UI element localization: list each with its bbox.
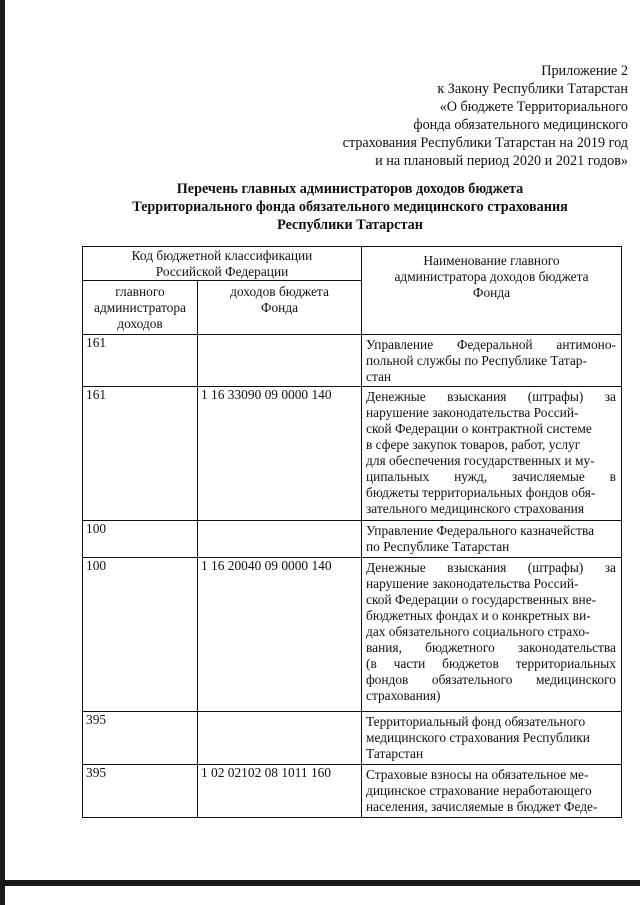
row-text-line: населения, зачисляемые в бюджет Феде- xyxy=(366,799,598,814)
row-admin-code: 395 xyxy=(82,764,198,818)
row-admin-code: 161 xyxy=(82,334,198,387)
row-text-line: Страховые взносы на обязательное ме- xyxy=(366,767,589,782)
row-text-line: Татарстан xyxy=(366,746,424,761)
row-income-code xyxy=(197,334,362,387)
row-text-line: нарушение законодательства Россий- xyxy=(366,405,579,420)
row-income-code: 1 02 02102 08 1011 160 xyxy=(197,764,362,818)
row-text-line: для обеспечения государственных и му- xyxy=(366,453,595,468)
row-text-line: бюджеты территориальных фондов обя- xyxy=(366,485,596,500)
row-text-line: в сфере закупок товаров, работ, услуг xyxy=(366,437,581,452)
appendix-caption xyxy=(343,62,628,170)
row-text-line: Денежные взыскания (штрафы) за xyxy=(366,560,616,575)
row-income-code xyxy=(197,520,362,558)
header-admin-line: главного xyxy=(115,284,165,299)
row-income-code: 1 16 20040 09 0000 140 xyxy=(197,557,362,712)
header-group-line: Российской Федерации xyxy=(155,264,289,279)
appendix-line: и на плановый период 2020 и 2021 годов» xyxy=(375,153,628,169)
row-text-line: польной службы по Республике Татар- xyxy=(366,353,587,368)
row-text-line: ской Федерации о государственных вне- xyxy=(366,592,597,607)
row-administrator-name xyxy=(361,520,622,558)
header-administrator-name xyxy=(361,246,622,335)
header-income-line: Фонда xyxy=(260,300,299,315)
row-administrator-name xyxy=(361,334,622,387)
header-admin-line: доходов xyxy=(117,316,163,331)
row-text-line: медицинского страхования Республики xyxy=(366,730,590,745)
row-administrator-name xyxy=(361,557,622,712)
header-name-line: Фонда xyxy=(472,285,511,300)
row-income-code: 1 16 33090 09 0000 140 xyxy=(197,386,362,521)
header-group-line: Код бюджетной классификации xyxy=(131,248,313,263)
scan-left-edge xyxy=(0,0,5,905)
header-name-line: Наименование главного xyxy=(423,253,560,268)
row-administrator-name xyxy=(361,764,622,818)
header-income-code xyxy=(197,280,362,335)
row-income-code xyxy=(197,711,362,765)
row-text-line: дицинское страхование неработающего xyxy=(366,783,592,798)
scan-bottom-edge xyxy=(0,880,640,886)
row-text-line: (в части бюджетов территориальных xyxy=(366,656,616,671)
row-text-line: дах обязательного социального страхо- xyxy=(366,624,590,639)
row-administrator-name xyxy=(361,386,622,521)
row-text-line: зательного медицинского страхования xyxy=(366,501,584,516)
row-text-line: фондов обязательного медицинского xyxy=(366,672,616,687)
title-line: Территориального фонда обязательного медицинского страхования xyxy=(132,199,568,215)
header-admin-line: администратора xyxy=(94,300,186,315)
title-line: Республики Татарстан xyxy=(277,217,423,233)
header-name-line: администратора доходов бюджета xyxy=(394,269,589,284)
row-admin-code: 161 xyxy=(82,386,198,521)
row-text-line: бюджетных фондах и о конкретных ви- xyxy=(366,608,591,623)
row-admin-code: 100 xyxy=(82,557,198,712)
appendix-line: фонда обязательного медицинского xyxy=(413,117,628,133)
appendix-line: «О бюджете Территориального xyxy=(439,99,628,115)
row-text-line: ской Федерации о контрактной системе xyxy=(366,421,592,436)
row-text-line: по Республике Татарстан xyxy=(366,539,510,554)
header-income-line: доходов бюджета xyxy=(230,284,329,299)
appendix-line: Приложение 2 xyxy=(541,63,628,79)
row-text-line: страхования) xyxy=(366,688,441,703)
row-text-line: Территориальный фонд обязательного xyxy=(366,714,586,729)
row-text-line: стан xyxy=(366,369,392,384)
document-title xyxy=(70,180,630,234)
appendix-line: к Закону Республики Татарстан xyxy=(437,81,628,97)
row-administrator-name xyxy=(361,711,622,765)
appendix-line: страхования Республики Татарстан на 2019 год xyxy=(342,135,628,151)
row-text-line: нарушение законодательства Россий- xyxy=(366,576,579,591)
header-admin-code xyxy=(82,280,198,335)
row-text-line: Управление Федеральной антимоно- xyxy=(366,337,616,352)
header-classification-group xyxy=(82,246,362,281)
title-line: Перечень главных администраторов доходов бюджета xyxy=(176,181,524,197)
row-admin-code: 100 xyxy=(82,520,198,558)
row-text-line: Управление Федерального казначейства xyxy=(366,523,595,538)
row-text-line: Денежные взыскания (штрафы) за xyxy=(366,389,616,404)
row-text-line: вания, бюджетного законодательства xyxy=(366,640,616,655)
row-text-line: ципальных нужд, зачисляемые в xyxy=(366,469,616,484)
row-admin-code: 395 xyxy=(82,711,198,765)
